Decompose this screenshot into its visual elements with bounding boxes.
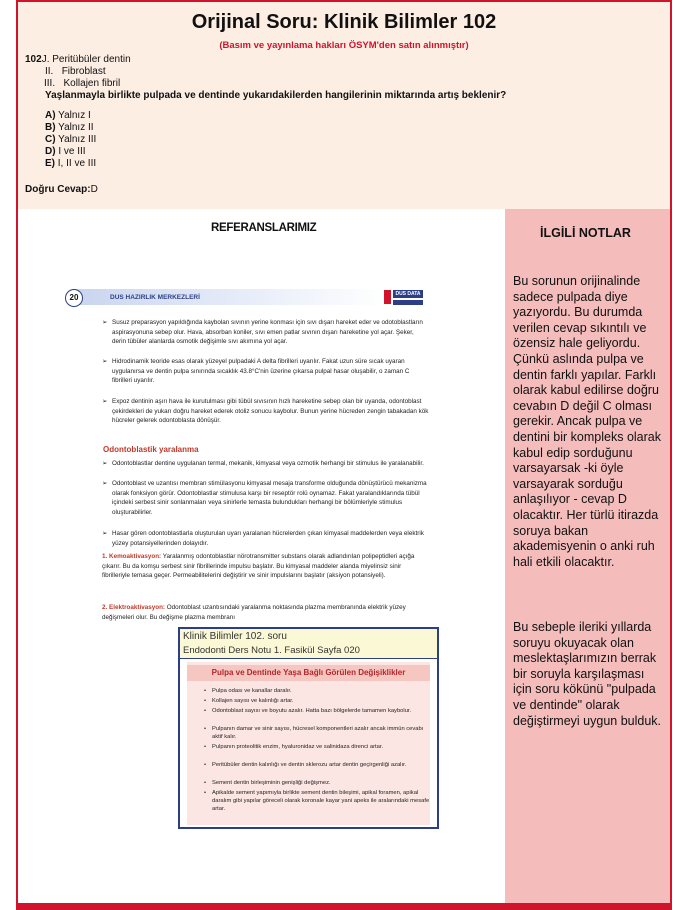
ref-numbered-item: 1. Kemoaktivasyon: Yaralanmış odontoblastlar nörotransmitter substans olarak adlandırılan polipeptidleri açığa çıkarır. Bu da komşu serbest sinir fibrillerinde impulsu başlatır. Bu kimyasal maddeler alanda miyelinsiz sinir fibrilleriyle temasa geçer. Permeabilitelerini değiştirir ve sinir impulslarını başlatır (aksiyon potansiyeli). — [102, 553, 415, 580]
dusdata-logo: DUS DATA — [384, 288, 424, 310]
inset-item: • Pulpanın damar ve sinir sayısı, hücresel komponentleri azalır ancak immün cevabı aktif kalır. — [204, 726, 424, 741]
question-item-iii: III. Kollajen fibril — [44, 78, 121, 89]
inset-caption — [180, 629, 437, 659]
references-title: REFERANSLARIMIZ — [211, 222, 317, 234]
reference-inset — [178, 627, 439, 829]
notes-paragraph-1: Bu sorunun orijinalinde sadece pulpada diye yazıyordu. Bu durumda verilen cevap sıkıntılı ve özensiz hale geliyordu. Çünkü aslında pulpa ve dentin farklı yapılar. Farklı olarak kabul edilirse doğru cevabın D değil C olması gerekir. Ancak pulpa ve dentini bir kompleks olarak kabul edip sorduğunu varsayarsak -ki öyle varsayarak sorduğu anlaşılıyor - cevap D olacaktır. Her türlü itirazda soruya bakan akademisyenin o anki ruh hali etkili olacaktır. — [513, 274, 661, 569]
option-a: A) Yalnız I — [45, 110, 91, 121]
inset-item: • Sement dentin birleşiminin genişliği değişmez. — [204, 780, 331, 786]
notes-panel — [505, 209, 670, 903]
reference-header-text: DUS HAZIRLIK MERKEZLERİ — [110, 294, 200, 301]
option-e: E) I, II ve III — [45, 158, 97, 169]
inset-caption-line1: Klinik Bilimler 102. soru — [183, 631, 287, 642]
question-stem: Yaşlanmayla birlikte pulpada ve dentinde yukarıdakilerden hangilerinin miktarında artış beklenir? — [45, 90, 507, 101]
ref-bullet: ➢ Hasar gören odontoblastlarla oluşturulan uyarı yaralanan hücrelerden çıkan kimyasal maddelerden veya elektrik yüzey potansiyellerinden dolayıdır. — [102, 530, 424, 547]
notes-title: İLGİLİ NOTLAR — [540, 226, 631, 240]
copyright-note: (Basım ve yayınlama hakları ÖSYM'den satın alınmıştır) — [219, 40, 469, 51]
question-item-ii: II. Fibroblast — [45, 66, 106, 77]
ref-bullet: ➢ Hidrodinamik teoride esas olarak yüzeyel pulpadaki A delta fibrilleri uyarılır. Fakat uzun süre sıcak uyaran uygulanırsa ve dentin pulpa sınırında sıcaklık 43.8°C'nin üzerine çıkarsa pulpal hasar oluşabilir, o zaman C fibrilleri uyarılır. — [102, 358, 410, 385]
question-number: 102 — [25, 54, 42, 65]
inset-item: • Odontoblast sayısı ve boyutu azalır. Hatta bazı bölgelerde tamamen kaybolur. — [204, 708, 412, 714]
question-item-i: 102J. Peritübüler dentin — [25, 54, 131, 65]
ref-bullet: ➢ Expoz dentinin aşırı hava ile kurutulması gibi tübül sıvısının hızlı hareketine sebep olan bir uyanda, odontoblast çekirdekleri de yukarı doğru hareket ederek otoliz sonucu kaybolur. Bunun yerine hücreden zengin tabakadan kök hücreler gelerek odontoblasta dönüşür. — [102, 398, 429, 425]
ref-bullet: ➢ Susuz preparasyon yapıldığında kaybolan sıvının yerine konması için sıvı dışarı hareket eder ve odotoblastların aspirasyonuna sebep olur. Hava, absorban koniler, sıvı emen patlar sıvının dışarı hareketine yol açar. Şeker, derin tübüler alanlarda osmotik değişimle sıvı akımına yol açar. — [102, 319, 423, 346]
ref-bullet: ➢ Odontoblast ve uzantısı membran stimülasyonu kimyasal mesaja transforme olduğunda dönüştürücü mekanizma olarak fonksiyon görür. Odontoblastlar stimulusa karşı bir reseptör rolü oynamaz. Fakat yaralandıklarında tübül içindeki serbest sinir sonlanmaları veya sinirlerle temasta bulundukları herhangi bir bölümleriyle stimulus oluşturabilirler. — [102, 480, 427, 516]
inset-box — [187, 662, 430, 825]
inset-box-title: Pulpa ve Dentinde Yaşa Bağlı Görülen Değişiklikler — [187, 665, 430, 681]
ref-numbered-item: 2. Elektroaktivasyon: Odontoblast uzantısındaki yaralanma noktasında plazma membranında elektrik yüzey değişmeleri olur. Bu değişme plazma membranı — [102, 604, 406, 621]
inset-item: • Pulpanın proteolitik enzim, hyaluronidaz ve salinidaza direnci artar. — [204, 744, 384, 750]
inset-caption-line2: Endodonti Ders Notu 1. Fasikül Sayfa 020 — [183, 645, 360, 656]
correct-answer: Doğru Cevap:D — [25, 184, 98, 195]
inset-item: • Peritübüler dentin kalınlığı ve dentin sklerozu artar dentin geçirgenliği azalır. — [204, 762, 407, 768]
option-c: C) Yalnız III — [45, 134, 97, 145]
reference-page-number: 20 — [65, 289, 83, 307]
inset-item: • Kollajen sayısı ve kalınlığı artar. — [204, 698, 294, 704]
page-title: Orijinal Soru: Klinik Bilimler 102 — [191, 11, 497, 33]
question-panel — [18, 2, 670, 209]
notes-paragraph-2: Bu sebeple ileriki yıllarda soruyu okuyacak olan meslektaşlarımızın berrak bir soruyla karşılaşması için soru kökünü "pulpada ve dentinde" olarak değiştirmeyi uygun bulduk. — [513, 620, 661, 728]
bottom-bar — [16, 903, 672, 910]
ref-section-title: Odontoblastik yaralanma — [103, 445, 199, 454]
inset-item: • Pulpa odası ve kanallar daralır. — [204, 688, 292, 694]
option-b: B) Yalnız II — [45, 122, 94, 133]
inset-item: • Apikalde sement yapımıyla birlikte sement dentin bileşimi, apikal foramen, apikal daralım gibi yapılar göreceli olarak koronale kayar yani apeks ile aralarındaki mesafe artar. — [204, 790, 430, 813]
option-d: D) I ve III — [45, 146, 86, 157]
ref-bullet: ➢ Odontoblastlar dentine uygulanan termal, mekanik, kimyasal veya ozmotik herhangi bir stimulus ile yaralanabilir. — [102, 460, 424, 467]
